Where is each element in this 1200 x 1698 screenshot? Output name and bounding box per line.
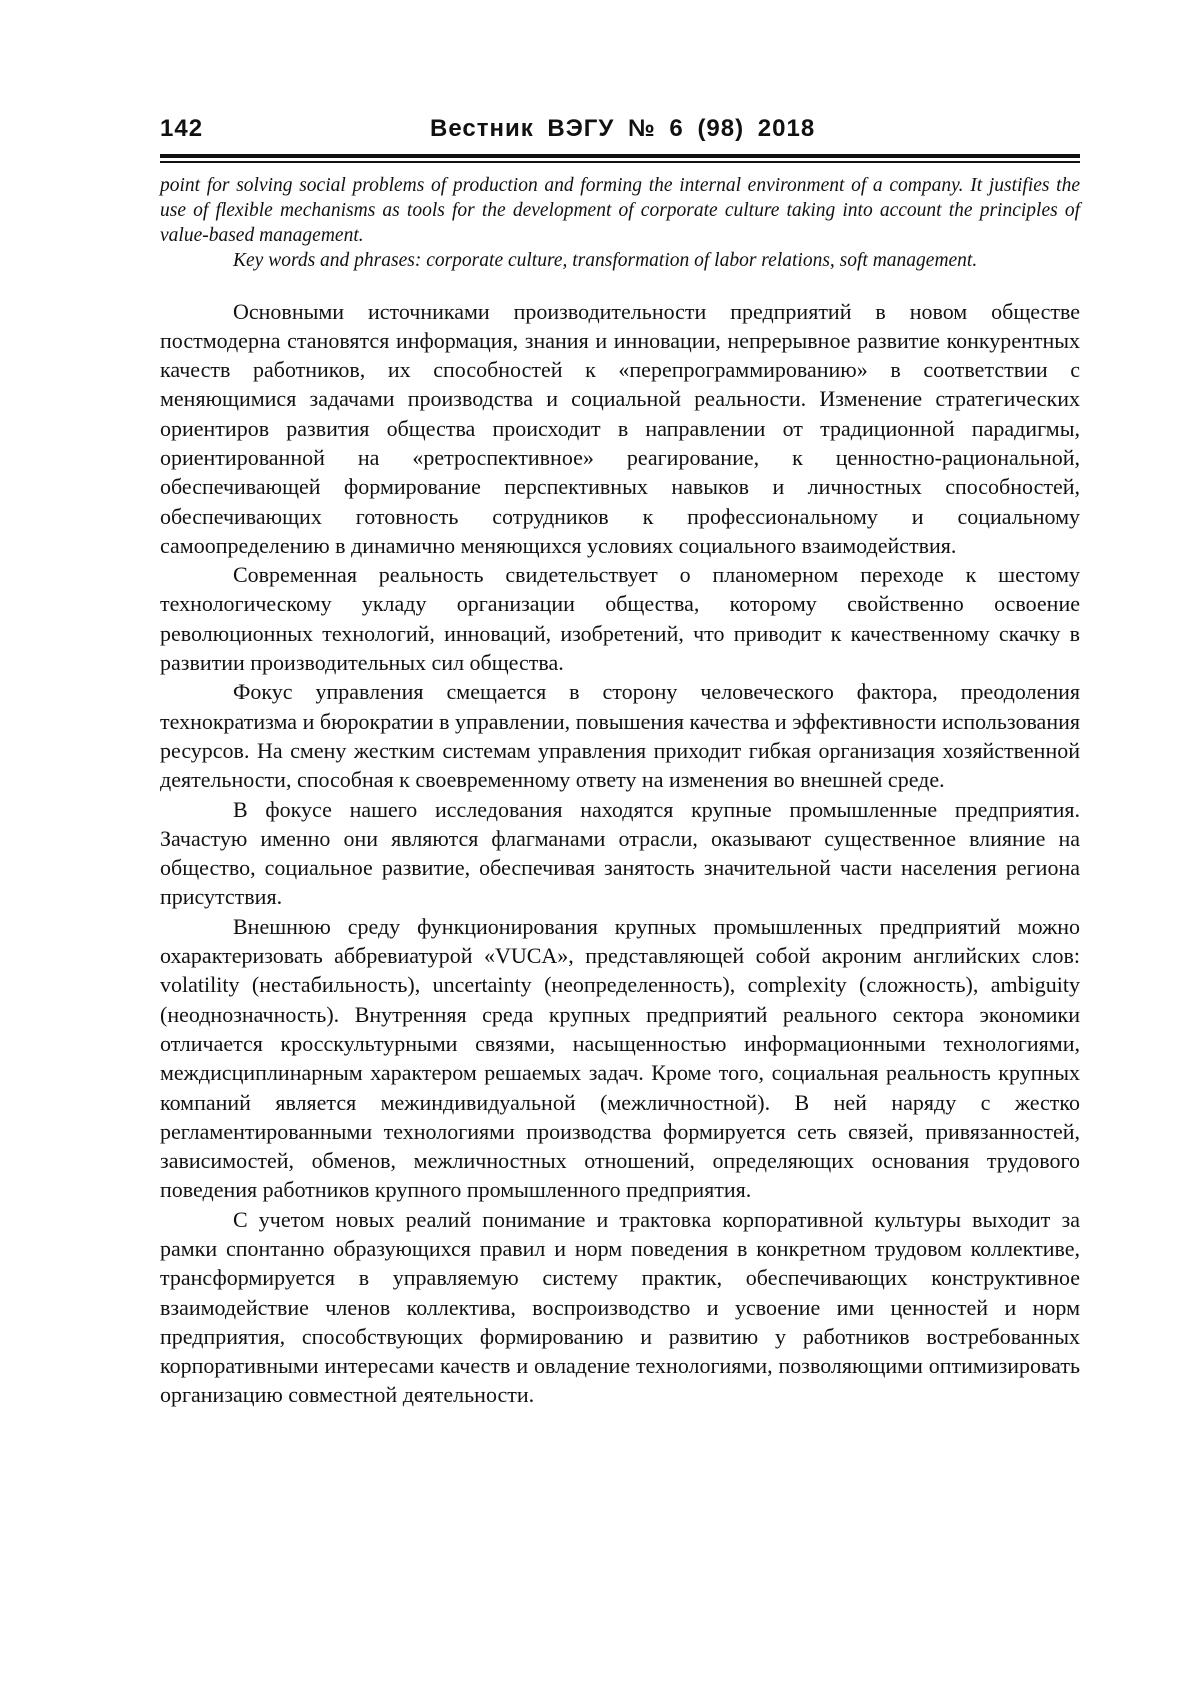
body-paragraph: С учетом новых реалий понимание и трактовка корпоративной культуры выходит за рамки спонтанно образующихся правил и норм поведения в конкретном трудовом коллективе, трансформируется в управляемую систему практик, обеспечивающих конструктивное взаимодействие членов коллектива, воспроизводство и усвоение ими ценностей и норм предприятия, способствующих формированию и развитию у работников востребованных корпоративными интересами качеств и овладение технологиями, позволяющими оптимизировать организацию совместной деятельности. <box>160 1206 1080 1408</box>
body-paragraph: В фокусе нашего исследования находятся крупные промышленные предприятия. Зачастую именно они являются флагманами отрасли, оказывают существенное влияние на общество, социальное развитие, обеспечивая занятость значительной части населения региона присутствия. <box>160 796 1080 910</box>
page-number: 142 <box>160 115 204 142</box>
body-paragraph: Фокус управления смещается в сторону человеческого фактора, преодоления технократизма и бюрократии в управлении, повышения качества и эффективности использования ресурсов. На смену жестким системам управления приходит гибкая организация хозяйственной деятельности, способная к своевременному ответу на изменения во внешней среде. <box>160 679 1080 793</box>
english-abstract <box>160 173 1080 273</box>
header-rule-thin <box>160 161 1080 163</box>
abstract-continuation: point for solving social problems of production and forming the internal environment of a company. It justifies the use of flexible mechanisms as tools for the development of corporate culture taking into account the principles of value-based management. <box>160 174 1080 246</box>
header-rule-thick <box>160 154 1080 158</box>
journal-title: Вестник ВЭГУ № 6 (98) 2018 <box>430 115 816 142</box>
article-body <box>160 297 1080 1410</box>
body-paragraph: Внешнюю среду функционирования крупных промышленных предприятий можно охарактеризовать аббревиатурой «VUCA», представляющей собой акроним английских слов: volatility (нестабильность), uncertainty (неопределенность), complexity (сложность), ambiguity (неоднозначность). Внутренняя среда крупных предприятий реального сектора экономики отличается кросскультурными связями, насыщенностью информационными технологиями, междисциплинарным характером решаемых задач. Кроме того, социальная реальность крупных компаний является межиндивидуальной (межличностной). В ней наряду с жестко регламентированными технологиями производства формируется сеть связей, привязанностей, зависимостей, обменов, межличностных отношений, определяющих основания трудового поведения работников крупного промышленного предприятия. <box>160 913 1080 1203</box>
journal-page <box>160 110 1080 1410</box>
body-paragraph: Основными источниками производительности предприятий в новом обществе постмодерна становятся информация, знания и инновации, непрерывное развитие конкурентных качеств работников, их способностей к «перепрограммированию» в соответствии с меняющимися задачами производства и социальной реальности. Изменение стратегических ориентиров развития общества происходит в направлении от традиционной парадигмы, ориентированной на «ретроспективное» реагирование, к ценностно-рациональной, обеспечивающей формирование перспективных навыков и личностных способностей, обеспечивающих готовность сотрудников к профессиональному и социальному самоопределению в динамично меняющихся условиях социального взаимодействия. <box>160 298 1080 558</box>
keywords-line: Key words and phrases: corporate culture, transformation of labor relations, soft management. <box>233 249 978 271</box>
body-paragraph: Современная реальность свидетельствует о планомерном переходе к шестому технологическому укладу организации общества, которому свойственно освоение революционных технологий, инноваций, изобретений, что приводит к качественному скачку в развитии производительных сил общества. <box>160 562 1080 676</box>
running-header <box>160 110 1080 150</box>
